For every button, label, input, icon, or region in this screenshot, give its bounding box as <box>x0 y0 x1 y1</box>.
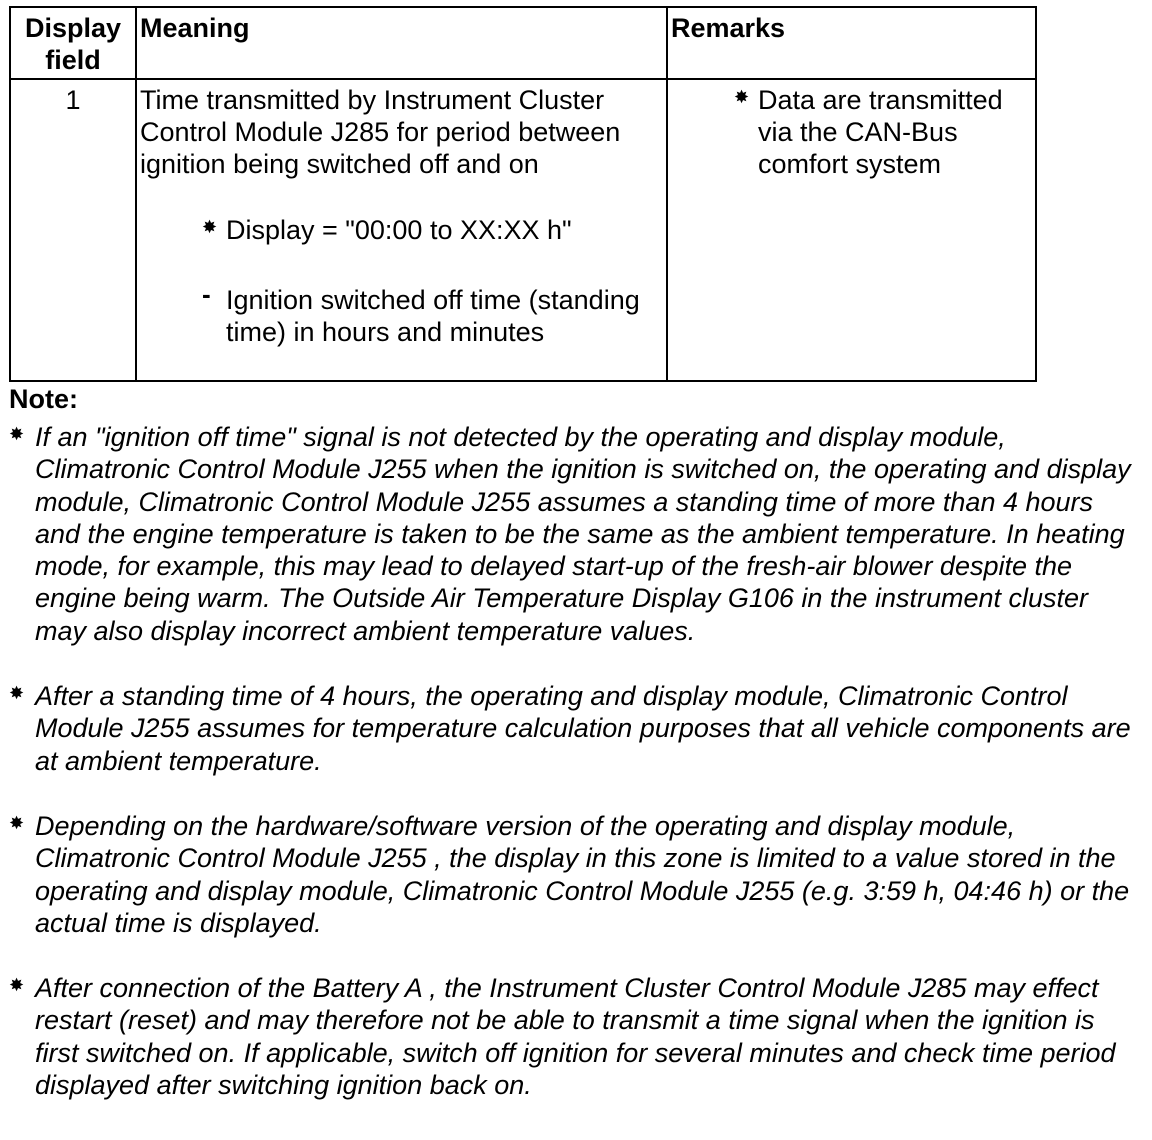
display-field-table <box>9 6 1037 382</box>
header-display-field: Display field <box>10 7 136 79</box>
remarks-cell <box>667 79 1036 381</box>
note-list <box>9 421 1139 1101</box>
list-item <box>9 421 1139 647</box>
star-bullet-icon: ✸ <box>734 87 750 107</box>
display-item-text: Display = "00:00 to XX:XX h" <box>226 215 572 245</box>
dash-item <box>202 279 666 348</box>
table-header-row <box>10 7 1036 79</box>
note-title: Note: <box>9 384 78 414</box>
list-item <box>9 810 1139 939</box>
meaning-text: Time transmitted by Instrument Cluster Control Module J285 for period between ignition being switched off and on <box>140 85 621 179</box>
table-row <box>10 79 1036 381</box>
field-number: 1 <box>10 79 136 381</box>
header-remarks: Remarks <box>667 7 1036 79</box>
star-bullet-icon: ✸ <box>202 217 218 237</box>
list-item <box>9 680 1139 777</box>
note-text: Depending on the hardware/software version of the operating and display module, Climatronic Control Module J255 , the display in this zone is limited to a value stored in the operating and display module, Climatronic Control Module J255 (e.g. 3:59 h, 04:46 h) or the actual time is displayed. <box>35 810 1130 938</box>
star-bullet-icon: ✸ <box>9 975 25 996</box>
display-item <box>202 214 666 246</box>
note-text: After connection of the Battery A , the Instrument Cluster Control Module J285 may effect restart (reset) and may therefore not be able to transmit a time signal when the ignition is first switched on. If applicable, switch off ignition for several minutes and check time period displayed after switching ignition back on. <box>35 973 1116 1101</box>
dash-bullet-icon: - <box>202 279 211 309</box>
star-bullet-icon: ✸ <box>9 424 25 444</box>
list-item <box>9 972 1139 1101</box>
remark-text: Data are transmitted via the CAN-Bus comfort system <box>758 85 1003 179</box>
star-bullet-icon: ✸ <box>9 683 25 704</box>
remark-item <box>734 84 1035 180</box>
dash-item-text: Ignition switched off time (standing time) in hours and minutes <box>226 285 640 347</box>
meaning-cell <box>136 79 667 381</box>
note-text: After a standing time of 4 hours, the operating and display module, Climatronic Control Module J255 assumes for temperature calculation purposes that all vehicle components are at ambient temperature. <box>35 681 1131 776</box>
star-bullet-icon: ✸ <box>9 812 25 833</box>
header-meaning: Meaning <box>136 7 667 79</box>
note-text: If an "ignition off time" signal is not detected by the operating and display module, Climatronic Control Module J255 when the ignition is switched on, the operating and display module, Climatronic Control Module J255 assumes a standing time of more than 4 hours and the engine temperature is taken to be the same as the ambient temperature. In heating mode, for example, this may lead to delayed start-up of the fresh-air blower despite the engine being warm. The Outside Air Temperature Display G106 in the instrument cluster may also display incorrect ambient temperature values. <box>35 422 1131 646</box>
